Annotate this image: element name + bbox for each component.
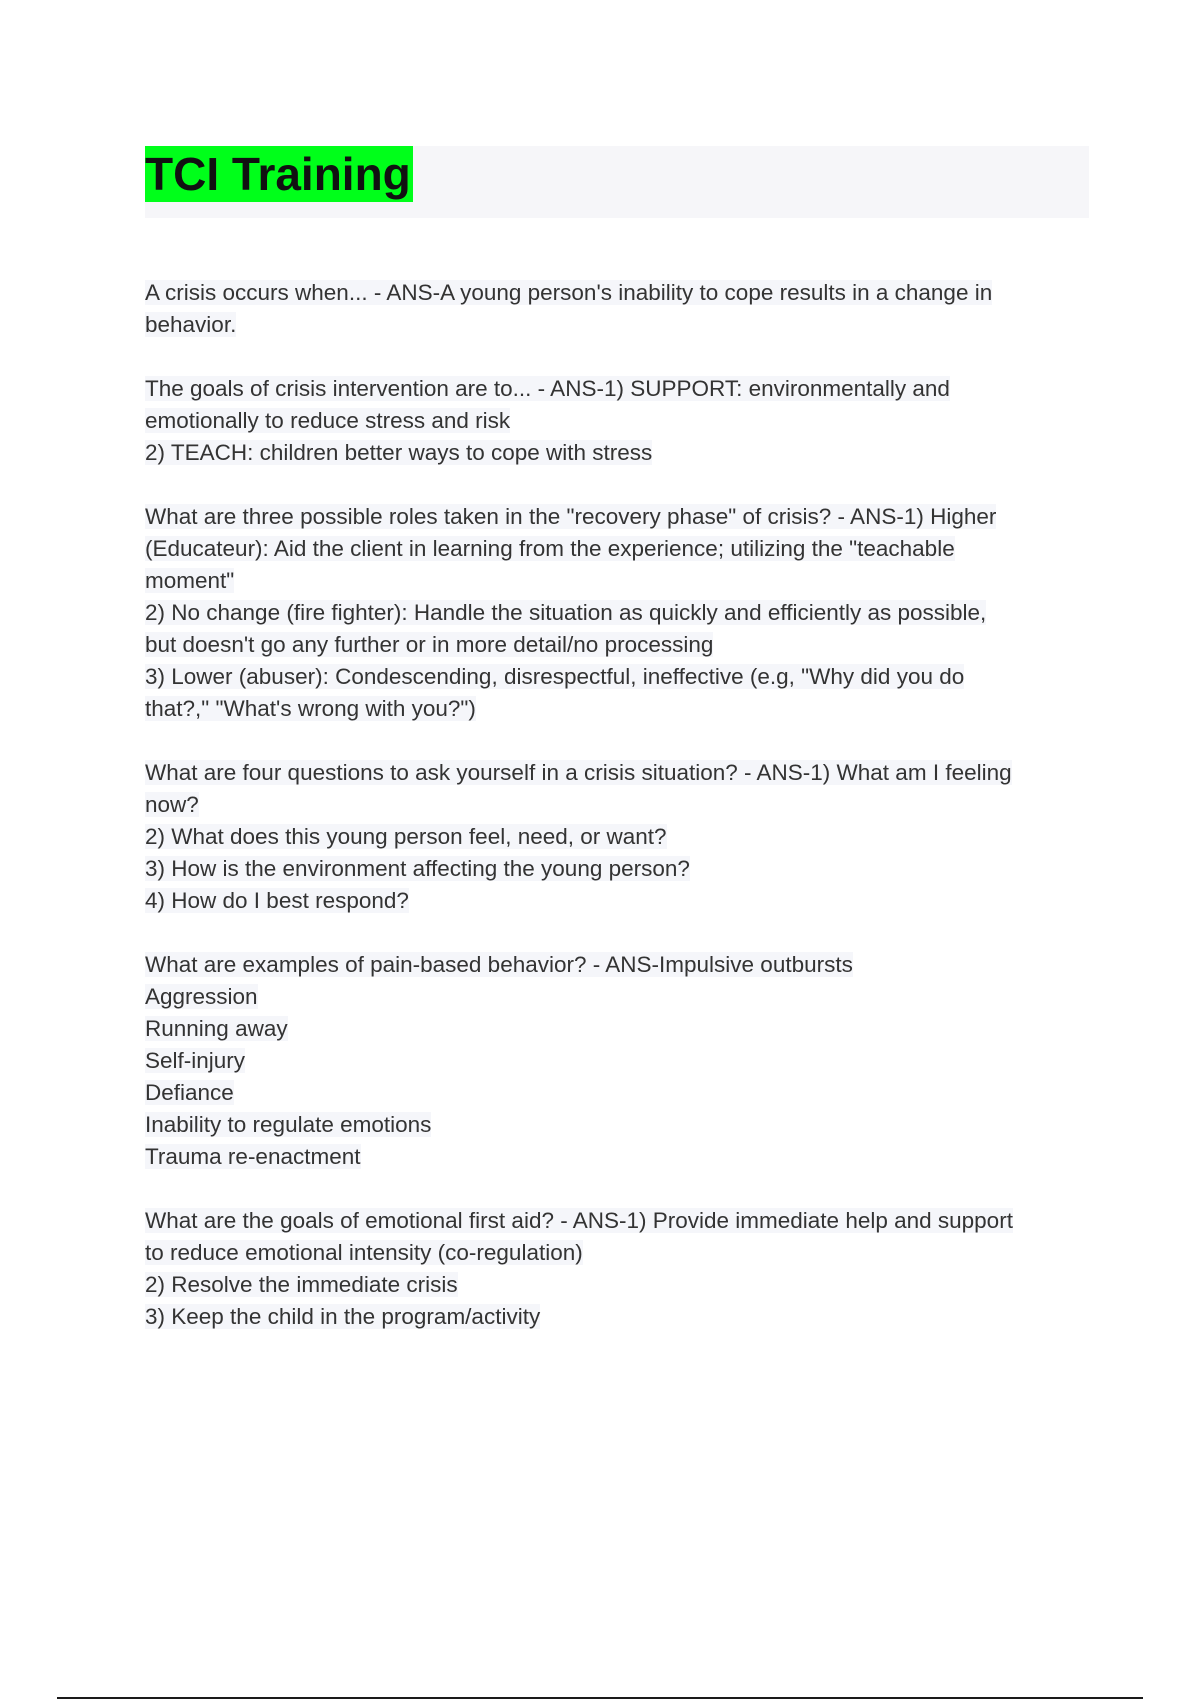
qa-line: 3) Keep the child in the program/activity	[145, 1304, 541, 1329]
qa-line: 4) How do I best respond?	[145, 888, 409, 913]
qa-line: 2) Resolve the immediate crisis	[145, 1272, 458, 1297]
qa-item-4	[145, 757, 1095, 917]
qa-line: now?	[145, 792, 199, 817]
qa-line: The goals of crisis intervention are to... - ANS-1) SUPPORT: environmentally and	[145, 376, 950, 401]
qa-line: to reduce emotional intensity (co-regulation)	[145, 1240, 583, 1265]
qa-item-5	[145, 949, 1095, 1173]
qa-content	[145, 277, 1095, 1365]
qa-line: What are three possible roles taken in the "recovery phase" of crisis? - ANS-1) Higher	[145, 504, 997, 529]
qa-line: 2) TEACH: children better ways to cope with stress	[145, 440, 653, 465]
qa-line: moment"	[145, 568, 235, 593]
qa-line: 3) How is the environment affecting the young person?	[145, 856, 690, 881]
qa-line: Self-injury	[145, 1048, 246, 1073]
qa-line: A crisis occurs when... - ANS-A young person's inability to cope results in a change in	[145, 280, 993, 305]
qa-line: 2) No change (fire fighter): Handle the situation as quickly and efficiently as possible,	[145, 600, 987, 625]
qa-line: Running away	[145, 1016, 288, 1041]
qa-line: but doesn't go any further or in more detail/no processing	[145, 632, 714, 657]
qa-line: that?," "What's wrong with you?")	[145, 696, 476, 721]
qa-item-1	[145, 277, 1095, 341]
qa-line: 2) What does this young person feel, need, or want?	[145, 824, 667, 849]
qa-line: What are four questions to ask yourself in a crisis situation? - ANS-1) What am I feeling	[145, 760, 1012, 785]
qa-item-2	[145, 373, 1095, 469]
document-title: TCI Training	[145, 148, 411, 200]
qa-line: What are examples of pain-based behavior? - ANS-Impulsive outbursts	[145, 952, 853, 977]
qa-item-3	[145, 501, 1095, 725]
qa-line: Inability to regulate emotions	[145, 1112, 432, 1137]
page-bottom-rule	[57, 1697, 1143, 1699]
qa-line: 3) Lower (abuser): Condescending, disrespectful, ineffective (e.g, "Why did you do	[145, 664, 965, 689]
qa-line: emotionally to reduce stress and risk	[145, 408, 511, 433]
qa-line: Aggression	[145, 984, 258, 1009]
qa-line: Defiance	[145, 1080, 234, 1105]
qa-line: What are the goals of emotional first aid? - ANS-1) Provide immediate help and support	[145, 1208, 1013, 1233]
qa-line: (Educateur): Aid the client in learning from the experience; utilizing the "teachable	[145, 536, 955, 561]
qa-item-6	[145, 1205, 1095, 1333]
qa-line: Trauma re-enactment	[145, 1144, 361, 1169]
qa-line: behavior.	[145, 312, 237, 337]
